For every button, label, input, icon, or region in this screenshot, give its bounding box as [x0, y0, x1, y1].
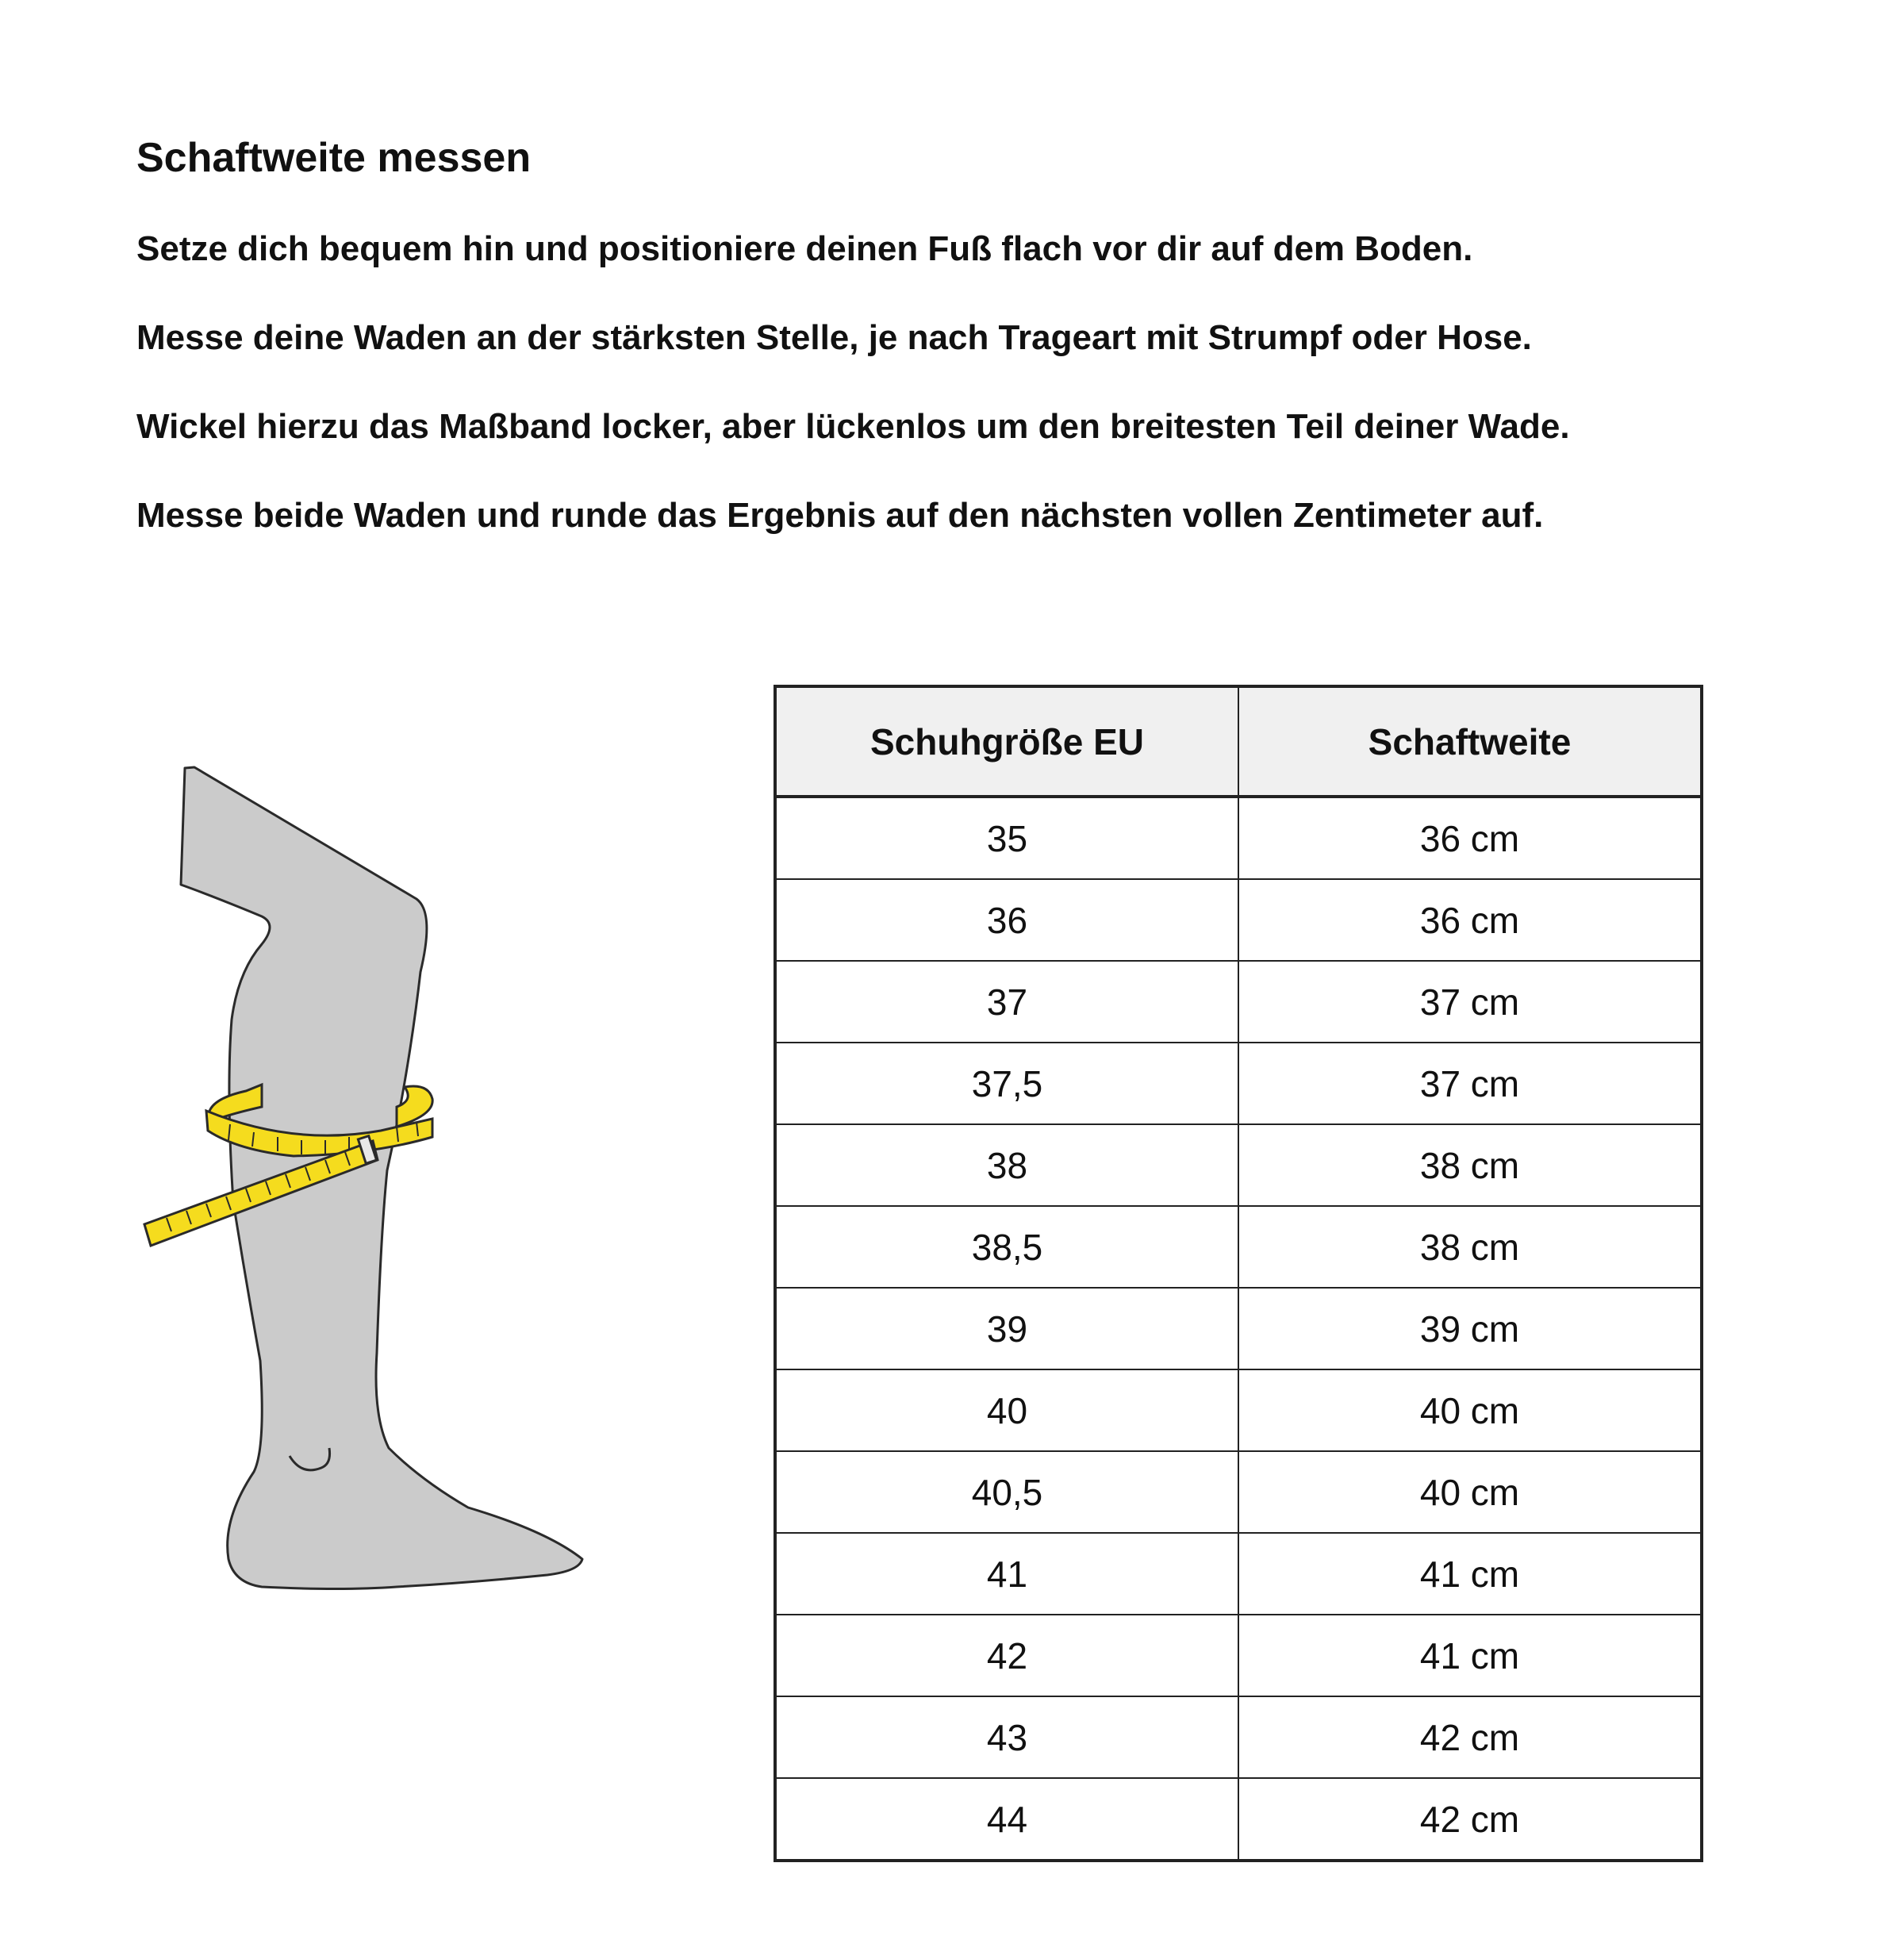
cell-shoe-size: 40 — [775, 1369, 1238, 1451]
table-row — [775, 797, 1702, 879]
cell-shoe-size: 36 — [775, 879, 1238, 961]
size-table — [774, 685, 1703, 1862]
instruction-list — [136, 229, 1570, 584]
instruction-step: Setze dich bequem hin und positioniere deinen Fuß flach vor dir auf dem Boden. — [136, 229, 1473, 268]
table-header-row — [775, 686, 1702, 797]
cell-shoe-size: 38,5 — [775, 1206, 1238, 1288]
table-row — [775, 1369, 1702, 1451]
cell-shoe-size: 44 — [775, 1778, 1238, 1861]
cell-shaft-width: 38 cm — [1238, 1206, 1702, 1288]
leg-with-measuring-tape-icon — [135, 758, 595, 1591]
cell-shaft-width: 41 cm — [1238, 1533, 1702, 1615]
header-shaft-width: Schaftweite — [1238, 686, 1702, 797]
cell-shaft-width: 42 cm — [1419, 1798, 1520, 1840]
table-row — [775, 1451, 1702, 1533]
leg-shape — [181, 767, 582, 1589]
cell-shaft-width: 42 cm — [1238, 1696, 1702, 1778]
instruction-step: Messe beide Waden und runde das Ergebnis auf den nächsten vollen Zentimeter auf. — [136, 496, 1544, 535]
table-row — [775, 1778, 1702, 1861]
page-title: Schaftweite messen — [136, 135, 532, 181]
table-row — [775, 1288, 1702, 1369]
cell-shoe-size: 43 — [775, 1696, 1238, 1778]
table-row — [775, 1533, 1702, 1615]
cell-shoe-size: 37 — [775, 961, 1238, 1043]
cell-shaft-width: 38 cm — [1238, 1124, 1702, 1206]
instruction-step: Wickel hierzu das Maßband locker, aber lückenlos um den breitesten Teil deiner Wade. — [136, 407, 1570, 446]
table-row — [775, 1043, 1702, 1124]
cell-shoe-size: 39 — [775, 1288, 1238, 1369]
cell-shoe-size: 41 — [775, 1533, 1238, 1615]
table-row — [775, 1124, 1702, 1206]
cell-shoe-size: 35 — [775, 797, 1238, 879]
instruction-step: Messe deine Waden an der stärksten Stelle, je nach Trageart mit Strumpf oder Hose. — [136, 318, 1532, 357]
cell-shaft-width: 39 cm — [1238, 1288, 1702, 1369]
table-row — [775, 1615, 1702, 1696]
cell-shaft-width: 37 cm — [1238, 961, 1702, 1043]
table-row — [775, 1696, 1702, 1778]
cell-shaft-width: 41 cm — [1238, 1615, 1702, 1696]
cell-shaft-width: 40 cm — [1238, 1369, 1702, 1451]
cell-shoe-size: 37,5 — [775, 1043, 1238, 1124]
table-row — [775, 1206, 1702, 1288]
cell-shoe-size: 40,5 — [775, 1451, 1238, 1533]
header-shoe-size: Schuhgröße EU — [775, 686, 1238, 797]
table-row — [775, 961, 1702, 1043]
table-row — [775, 879, 1702, 961]
cell-shaft-width: 36 cm — [1238, 879, 1702, 961]
cell-shaft-width: 36 cm — [1238, 797, 1702, 879]
cell-shoe-size: 38 — [775, 1124, 1238, 1206]
cell-shoe-size: 42 — [775, 1615, 1238, 1696]
cell-shaft-width: 37 cm — [1238, 1043, 1702, 1124]
cell-shaft-width: 40 cm — [1238, 1451, 1702, 1533]
